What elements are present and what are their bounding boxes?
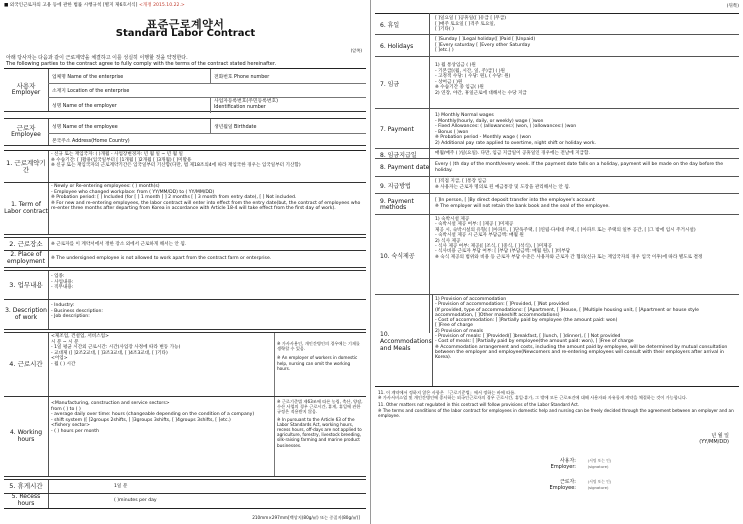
page-label: (앞쪽) <box>350 48 362 53</box>
section-10-en: 10. Accommodations and Meals 1) Provision of accommodation - Provision of accommodation: [ ]Provided, [ ]Not provided (If provided, type of accommodations: [ ]Apartment, [ ]House, [ ]Multiple housing unit, [ ]Apartment or house style accommodation, [ ]Other makeshift accommodations) - Cost of accommodation: [ ]Partially paid by employee (the amount paid: won) [ ]Free of charge 2) Provision of meals - Provision of meals: [ ]Provided([ ]breakfast, [ ]lunch, [ ]dinner), [ ] Not provided - Cost of meals: [ ]Partially paid by employee(the amount paid: won), [ ]Free of charge ※ Accommodation arrangement and costs, including the amount paid by employee, will be determined by mutual consultation between the employer and employee(Newcomers and re-entering employees will consult with their employers after arrival in Korea). <box>375 295 739 387</box>
section-4-en: 4. Working hours <Manufacturing, construction and service sectors> from ( ) to ( ) - average daily over time: hours (changeable depending on the condition of a company) - shift system ([ ]2groups 2shifts, [ ]3groups 3shifts, [ ]4groups 3shifts, [ ]etc.) <fishery sector> - ( ) hours per month ※ 근로기준법 제63조에 따른 농림, 축산, 양잠, 수산 사업의 경우 근로시간, 휴게, 휴일에 관한 규정은 적용받지 않음. ※ In pursuant to the Article 63 of the Labor Standards Act, working hours, recess hours, off-days are not applied to agriculture, forestry, livestock breeding, silk-raising farming and marine product businesses. <box>4 397 366 477</box>
title-english: Standard Labor Contract <box>115 28 256 39</box>
back-page-label: (뒤쪽) <box>726 4 739 9</box>
section-10-ko: 10. 숙식제공 1) 숙박시설 제공 - 숙박시설 제공 여부: [ ]제공 [ ]미제공 제공 시, 숙박시설의 유형( [ ]아파트, [ ]단독주택, [ ]연립·다세대 주택, [ ]아파트 또는 주택의 일부 공간, [ ]그 밖에 임시 주거시설) - 숙박시설 제공 시 근로자 부담금액: 매월 원 2) 식사 제공 - 식사 제공 여부: 제공([ ]조식, [ ]중식, [ ]석식), [ ]미제공 - 식사비용 근로자 부담 여부: [ ]부담 (부담금액: 매월 원), [ ]비부담 ※ 숙식 제공의 범위와 비용 등 근로자 부담 수준은 사용자와 근로자 간 협의(신규 또는 재입국자의 경우 입국 이후)에 따라 별도로 결정 <box>375 215 739 295</box>
title-korean: 표준근로계약서 <box>146 18 225 31</box>
section-4-ko: 4. 근로시간 <제조업, 건설업, 서비스업> 시 분 ~ 시 분 - 1일 평균 시간외 근로시간: 시간(사업장 사정에 따라 변동 가능) - 교대제 ([ ]2조2교대, [ ]3조3교대, [ ]4조3교대, [ ]기타) <어업> - 월 ( ) 시간 ※ 가사사용인, 개인간병인의 경우에는 기재를 생략할 수 있음. ※ An employer of workers in domestic help, nursing can omit the working hours. <box>4 332 366 397</box>
section-6-ko: 6. 휴일 [ ]일요일 [ ]공휴일([ ]유급 [ ]무급) [ ]매주 토요일 [ ]격주 토요일, [ ]기타( ) <box>375 14 739 35</box>
contract-date: 년 월 일 (YY/MM/DD) <box>699 433 729 445</box>
section-2-ko: 2. 근로장소 ※ 근로자를 이 계약서에서 정한 장소 외에서 근로하게 해서는 안 됨. <box>4 237 366 251</box>
section-8-en: 8. Payment date Every ( )th day of the month/every week. If the payment date falls on a holiday, payment will be made on the day before the holiday. <box>375 159 739 177</box>
section-1-en: 1. Term of Labor contract - Newly or Re-entering employees: ( ) month(s) - Employee who changed workplace: from ( YY/MM/DD) to ( YY/MM/DD) ※ Probation period: [ ] Included (for [ ] 1 month [ ] 2 months [ ] 3 month from entry date), [ ] Not included. ※ For new and re-entering employees, the labor contract will enter into effect from the entry date(but, the contract of employees who re-enter three months after departing from Korea in accordance with Article 18-4 will take effect from the first day of work). <box>4 183 366 235</box>
form-reference-note: ■ 외국인근로자의 고용 등에 관한 법률 시행규칙 [별지 제6호서식] <개정 2015.10.22.> <box>4 3 185 8</box>
section-9-en: 9. Payment methods [ ]In person, [ ]By direct deposit transfer into the employee's account ※ The employer will not retain the bank book and the seal of the employee. <box>375 194 739 215</box>
section-1-ko: 1. 근로계약기간 - 신규 또는 재입국자: ( )개월 - 사업장변경자: 년 월 일 ~ 년 월 일 ※ 수습기간: [ ]활용(입국일부터 [ ]1개월 [ ]2개월 [ ]3개월) [ ]미활용 ※ 신규 또는 재입국자의 근로계약기간은 입국일부터 기산함(다만, 법 제18조의4에 따라 재입국한 경우는 입국일부터 기산함) <box>4 150 366 183</box>
employee-signature[interactable]: 근로자: (서명 또는 인) Employee: (signature) <box>549 479 612 491</box>
closing-notes: 11. 이 계약에서 정하지 않은 사항은 「근로기준법」에서 정하는 바에 따름. ※ 가사서비스업 및 개인간병인에 종사하는 외국인근로자의 경우 근로시간, 휴일·휴가, 그 밖에 모든 근로조건에 대해 사용자와 자유롭게 계약을 체결하는 것이 가능합니다. 11. Other matters not regulated in this contract will follow provisions of the Labor Standard Act. ※ The terms and conditions of the labor contract for employees in domestic help and nursing can be freely decided through the agreement between an employer and an employee. <box>378 390 734 418</box>
section-9-ko: 9. 지급방법 [ ]직접 지급, [ ]통장 입금 ※ 사용자는 근로자 명의로 된 예금통장 및 도장을 관리해서는 안 됨. <box>375 177 739 194</box>
section-3-ko: 3. 업무내용 - 업종: - 사업내용: - 직무내용: <box>4 270 366 300</box>
back-page <box>372 0 743 524</box>
section-5-ko: 5. 휴게시간 1일 분 <box>4 479 366 494</box>
section-3-en: 3. Description of work - Industry: - Business description: - Job description: <box>4 300 366 330</box>
paper-spec-footer: 210mm×297mm[백상지(80g/㎡) 또는 중질지(80g/㎡)] <box>252 515 360 520</box>
section-6-en: 6. Holidays [ ]Sunday [ ]Legal holiday([ ]Paid [ ]Unpaid) [ ]Every saturday [ ]Every other Saturday [ ]etc.( ) <box>375 35 739 57</box>
section-7-ko: 7. 임금 1) 월 통상임금 ( )원 - 기본급[(월, 시간, 일, 주)급] ( )원 - 고정적 수당: ( 수당: 원), ( 수당: 원) - 상여금 ( )원 ※ 수습기간 중 임금( )원 2) 연장, 야간, 휴일근로에 대해서는 수당 지급 <box>375 57 739 109</box>
section-7-en: 7. Payment 1) Monthly Normal wages - Monthly(hourly, daily, or weekly) wage ( )won - Fixed Allowances: ( )allowances:( )won, ( )allowances:( )won - Bonus ( )won ※ Probation period - Monthly wage ( )won 2) Additional pay rate applied to overtime, night shift or holiday work. <box>375 109 739 149</box>
employee-block: 근로자 Employee 성명 Name of the employee 생년월일 Birthdate 본국주소 Address(Home Country) <box>4 118 366 146</box>
section-2-en: 2. Place of employment ※ The undersigned employee is not allowed to work apart from the contract farm or enterprise. <box>4 251 366 268</box>
front-page <box>0 0 371 524</box>
section-5-en: 5. Recess hours ( )minutes per day <box>4 494 366 509</box>
section-8-ko: 8. 임금지급일 매월/매주 ( )일(요일). 다만, 임금 지급일이 공휴일인 경우에는 전날에 지급함. <box>375 149 739 159</box>
employer-signature[interactable]: 사용자: (서명 또는 인) Employer: (signature) <box>550 458 612 470</box>
employer-block: 사용자 Employer 업체명 Name of the enterprise 전화번호 Phone number 소재지 Location of the enterprise 성명 Name of the employer 사업자등록번호(주민등록번호) Identification number <box>4 68 366 112</box>
intro-text: 아래 당사자는 다음과 같이 근로계약을 체결하고 이를 성실히 이행할 것을 약정한다. The following parties to the contract agree to fully comply with the terms of the contract stated hereinafter. <box>6 55 277 67</box>
